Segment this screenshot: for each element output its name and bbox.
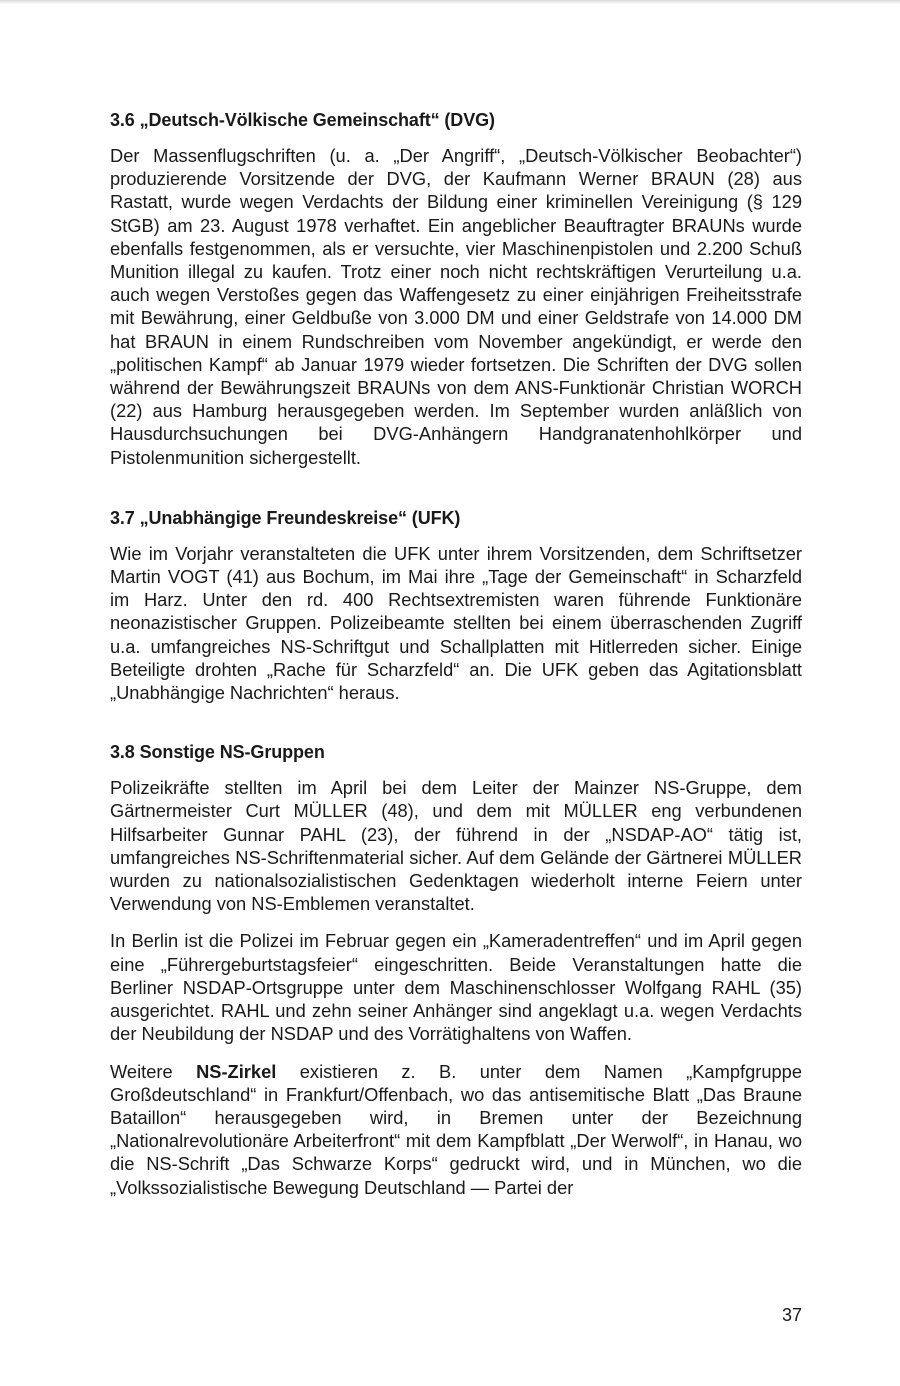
page-number: 37: [781, 1305, 802, 1325]
section-heading-3-8: 3.8 Sonstige NS-Gruppen: [110, 742, 325, 763]
ns-zirkel-lead: Weitere: [110, 1060, 173, 1082]
section-ufk: [110, 506, 802, 704]
paragraph-ufk: Wie im Vorjahr veranstalteten die UFK unter ihrem Vorsitzenden, dem Schriftsetzer Martin VOGT (41) aus Bochum, im Mai ihre „Tage der Gemeinschaft“ in Scharzfeld im Harz. Unter den rd. 400 Rechtsextremisten waren führende Funktionäre neonazistischer Gruppen. Polizeibeamte stellten bei einem überraschenden Zugriff u.a. umfangreiches NS-Schriftgut und Schallplatten mit Hitlerreden sicher. Einige Beteiligte drohten „Rache für Scharzfeld“ an. Die UFK geben das Agitationsblatt „Unabhängige Nachrichten“ heraus.: [110, 542, 802, 704]
section-heading-3-6: 3.6 „Deutsch-Völkische Gemeinschaft“ (DVG): [110, 110, 495, 130]
paragraph-ns-zirkel: [110, 1060, 802, 1199]
section-heading-3-7: 3.7 „Unabhängige Freundeskreise“ (UFK): [110, 507, 461, 528]
paragraph-berlin: In Berlin ist die Polizei im Februar gegen ein „Kameradentreffen“ und im April gegen eine „Führergeburtstagsfeier“ eingeschritten. Beide Veranstaltungen hatte die Berliner NSDAP-Ortsgruppe unter dem Maschinenschlosser Wolfgang RAHL (35) ausgerichtet. RAHL und zehn seiner Anhänger sind angeklagt u.a. wegen Verdachts der Neubildung der NSDAP und des Vorrätighaltens von Waffen.: [110, 930, 802, 1045]
ns-zirkel-term: NS-Zirkel: [196, 1060, 277, 1082]
section-dvg: [110, 108, 802, 469]
document-page: [110, 108, 802, 1199]
paragraph-dvg: Der Massenflugschriften (u. a. „Der Angriff“, „Deutsch-Völkischer Beobachter“) produzierende Vorsitzende der DVG, der Kaufmann Werner BRAUN (28) aus Rastatt, wurde wegen Verdachts der Bildung einer kriminellen Vereinigung (§ 129 StGB) am 23. August 1978 verhaftet. Ein angeblicher Beauftragter BRAUNs wurde ebenfalls festgenommen, als er versuchte, vier Maschinenpistolen und 2.200 Schuß Munition illegal zu kaufen. Trotz einer noch nicht rechtskräftigen Verurteilung u.a. auch wegen Verstoßes gegen das Waffengesetz zu einer einjährigen Freiheitsstrafe mit Bewährung, einer Geldbuße von 3.000 DM und einer Geldstrafe von 14.000 DM hat BRAUN in einem Rundschreiben vom November angekündigt, er werde den „politischen Kampf“ ab Januar 1979 wieder fortsetzen. Die Schriften der DVG sollen während der Bewährungszeit BRAUNs von dem ANS-Funktionär Christian WORCH (22) aus Hamburg herausgegeben werden. Im September wurden anläßlich von Hausdurchsuchungen bei DVG-Anhängern Handgranatenhohlkörper und Pistolenmunition sichergestellt.: [110, 145, 802, 468]
paragraph-mainz: Polizeikräfte stellten im April bei dem Leiter der Mainzer NS-Gruppe, dem Gärtnermeister Curt MÜLLER (48), und dem mit MÜLLER eng verbundenen Hilfsarbeiter Gunnar PAHL (23), der führend in der „NSDAP-AO“ tätig ist, umfangreiches NS-Schriftenmaterial sicher. Auf dem Gelände der Gärtnerei MÜLLER wurden zu nationalsozialistischen Gedenktagen wiederholt interne Feiern unter Verwendung von NS-Emblemen veranstaltet.: [110, 777, 802, 915]
scan-edge: [0, 0, 900, 4]
section-ns-groups: [110, 740, 802, 1198]
ns-zirkel-text: existieren z. B. unter dem Namen „Kampfgruppe Großdeutschland“ in Frankfurt/Offenbach, wo das antisemitische Blatt „Das Braune Bataillon“ herausgegeben wird, in Bremen unter der Bezeichnung „Nationalrevolutionäre Arbeiterfront“ mit dem Kampfblatt „Der Werwolf“, in Hanau, wo die NS-Schrift „Das Schwarze Korps“ gedruckt wird, und in München, wo die „Volkssozialistische Bewegung Deutschland — Partei der: [110, 1060, 802, 1198]
